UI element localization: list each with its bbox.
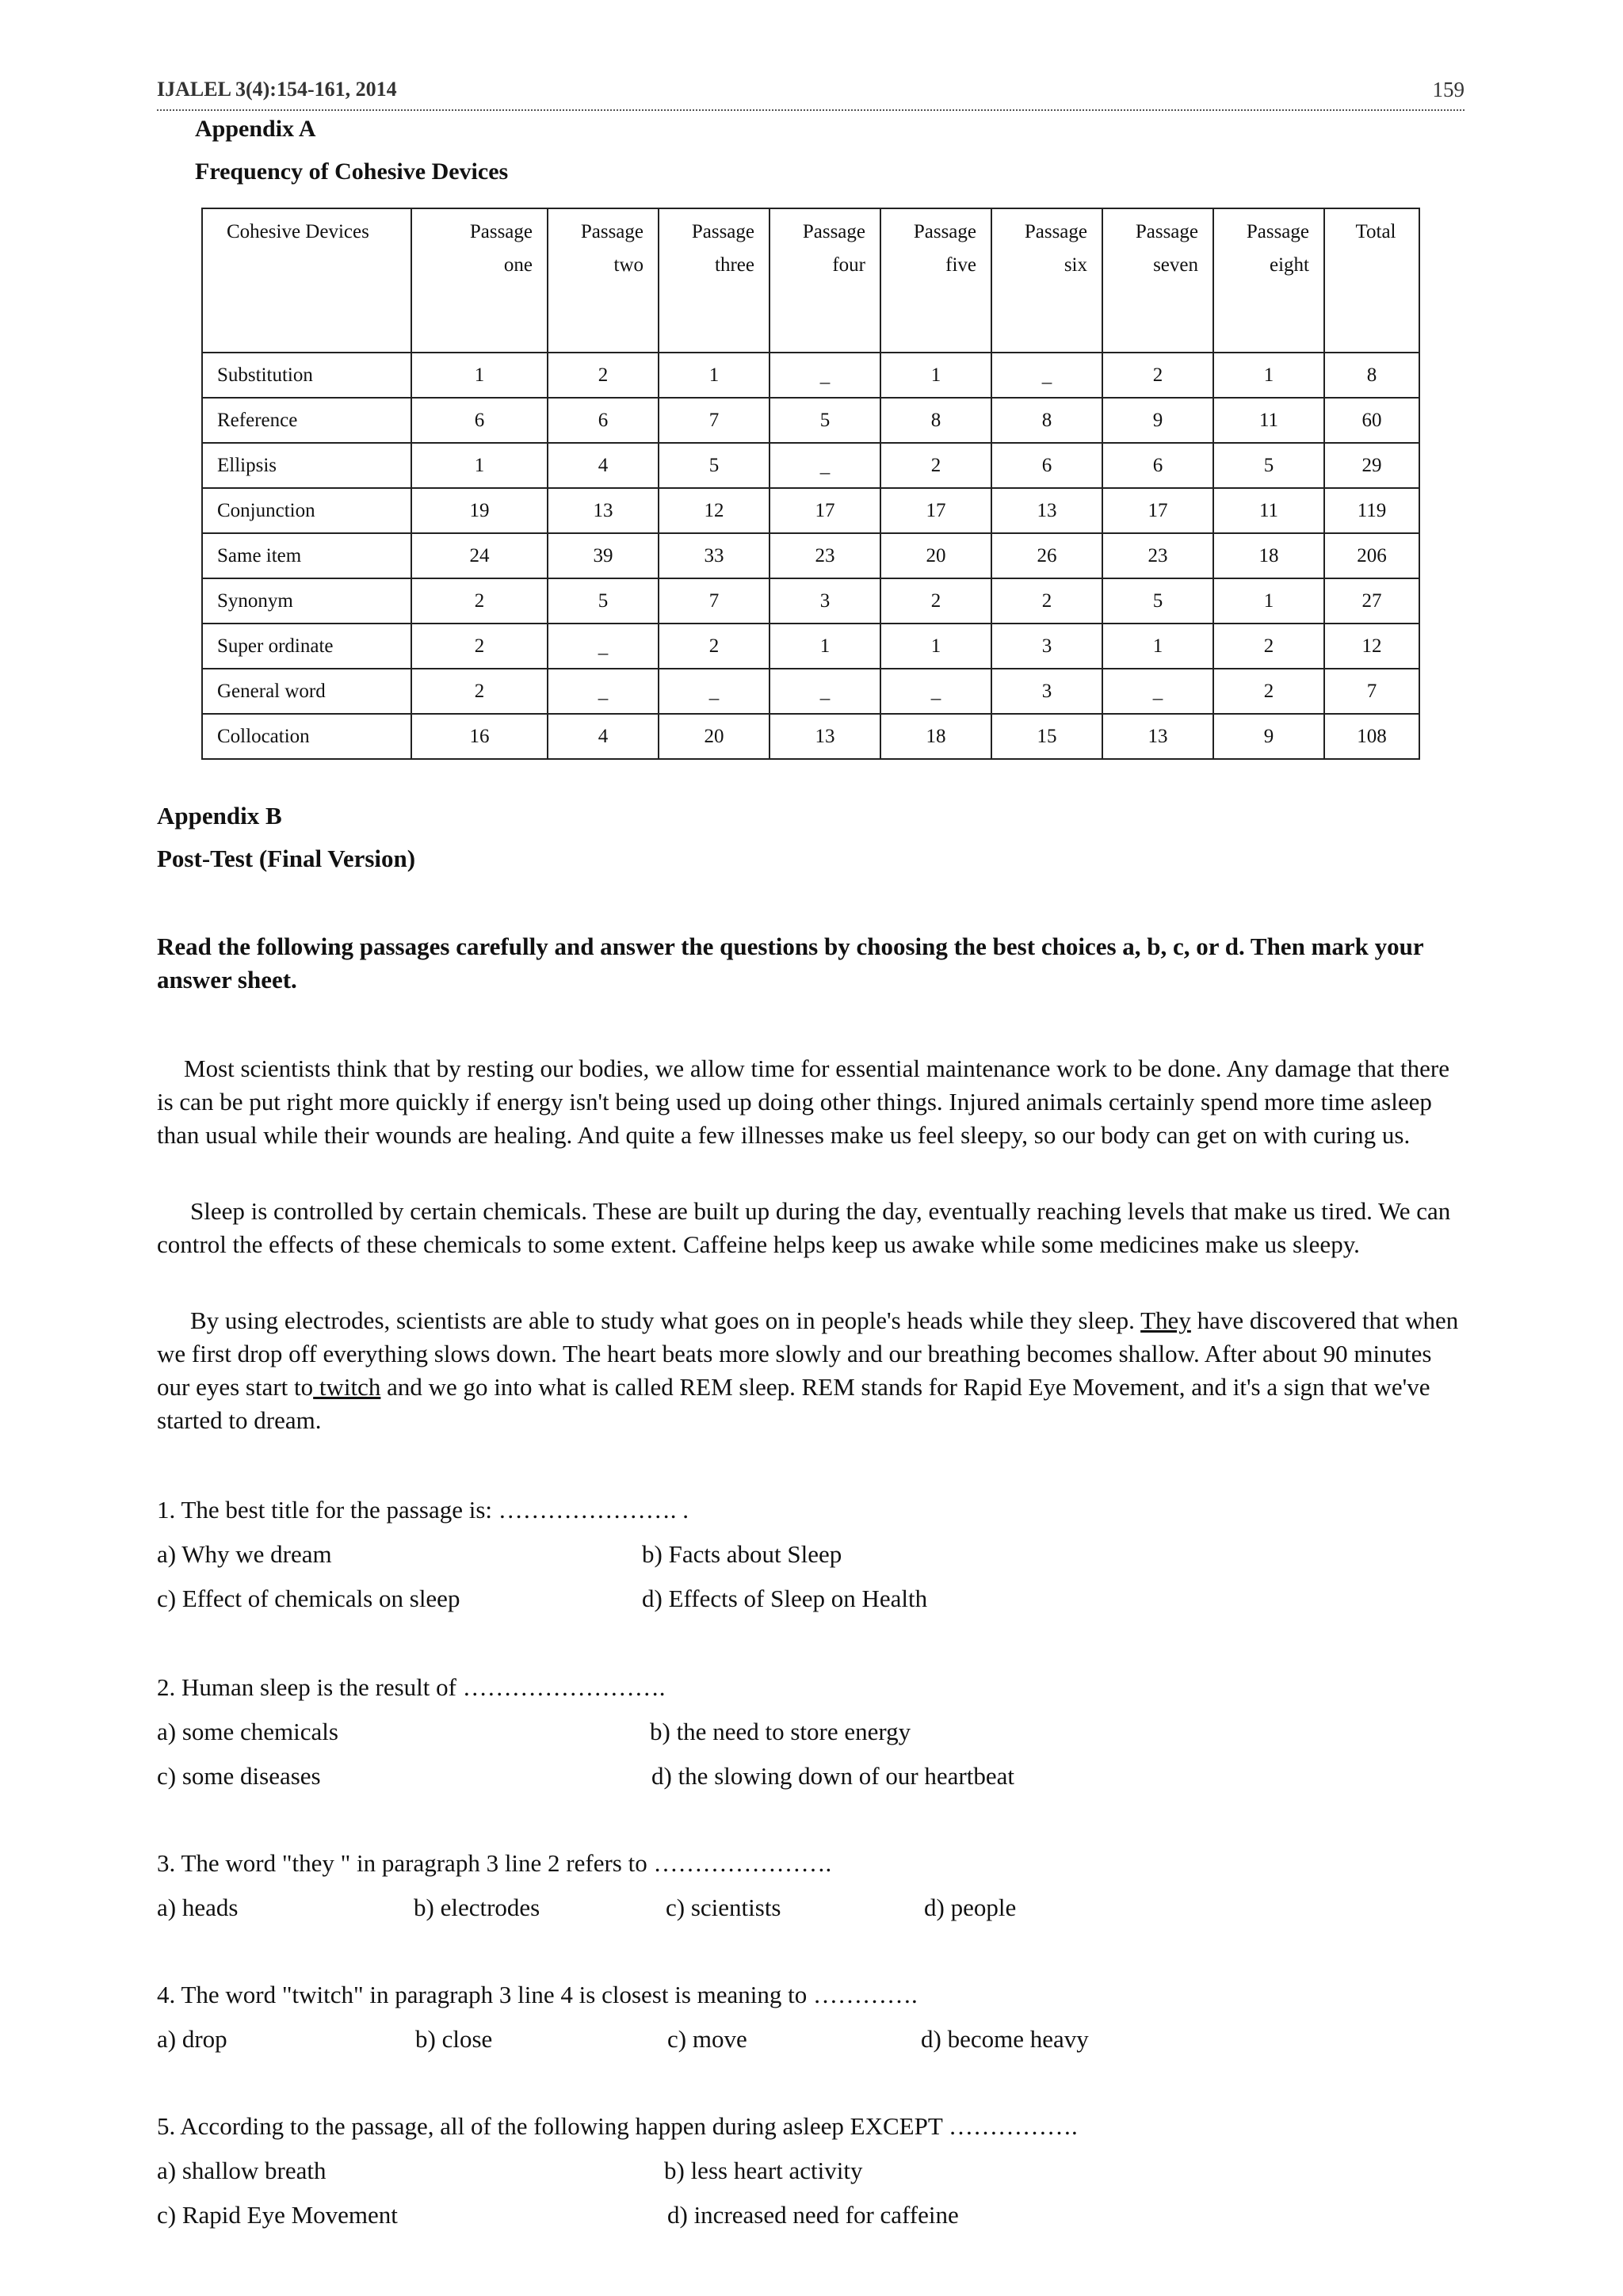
table-cell: 1 — [880, 353, 991, 398]
question-3-option-d: d) people — [924, 1894, 1017, 1921]
page-number: 159 — [1432, 78, 1465, 101]
table-cell: 8 — [1324, 353, 1419, 398]
table-cell: 12 — [659, 488, 769, 533]
table-cell: _ — [548, 624, 659, 669]
table-cell: 19 — [411, 488, 548, 533]
table-cell: 20 — [880, 533, 991, 578]
table-cell: 1 — [769, 624, 880, 669]
table-row — [202, 353, 1419, 398]
question-1-option-c: c) Effect of chemicals on sleep — [157, 1585, 460, 1612]
question-3-option-a: a) heads — [157, 1894, 239, 1921]
table-cell: 2 — [1213, 624, 1324, 669]
table-row — [202, 398, 1419, 443]
table-cell: 119 — [1324, 488, 1419, 533]
column-header: Total — [1324, 208, 1419, 353]
table-cell: 1 — [1213, 578, 1324, 624]
appendix-a-title: Appendix A — [195, 116, 316, 142]
table-cell: 3 — [991, 669, 1102, 714]
table-cell: _ — [991, 353, 1102, 398]
question-4-option-a: a) drop — [157, 2025, 227, 2053]
table-cell: 6 — [411, 398, 548, 443]
table-cell: 5 — [1102, 578, 1213, 624]
question-2-stem: 2. Human sleep is the result of ……………………. — [157, 1673, 666, 1701]
table-cell: 5 — [1213, 443, 1324, 488]
table-cell: 1 — [411, 353, 548, 398]
question-4-option-d: d) become heavy — [921, 2025, 1089, 2053]
passage-paragraph-2: Sleep is controlled by certain chemicals. These are built up during the day, eventually reaching levels that make us tired. We can control the effects of these chemicals to some extent. Caffeine helps keep us awake while some medicines make us sleepy. — [157, 1197, 1451, 1258]
column-header: Passage six — [991, 208, 1102, 353]
table-cell: 3 — [991, 624, 1102, 669]
table-cell: 2 — [548, 353, 659, 398]
table-cell: 11 — [1213, 398, 1324, 443]
column-header: Passage eight — [1213, 208, 1324, 353]
column-header: Passage four — [769, 208, 880, 353]
question-3-stem: 3. The word "they " in paragraph 3 line 2 refers to …………………. — [157, 1849, 832, 1877]
table-row — [202, 533, 1419, 578]
table-cell: 6 — [548, 398, 659, 443]
table-cell: 15 — [991, 714, 1102, 759]
table-row — [202, 624, 1419, 669]
column-header: Passage five — [880, 208, 991, 353]
row-label-cell: Ellipsis — [202, 443, 411, 488]
table-cell: 18 — [880, 714, 991, 759]
table-cell: 6 — [1102, 443, 1213, 488]
table-row — [202, 488, 1419, 533]
question-5-stem: 5. According to the passage, all of the following happen during asleep EXCEPT ……………. — [157, 2112, 1078, 2140]
row-label-cell: Same item — [202, 533, 411, 578]
table-cell: 23 — [769, 533, 880, 578]
table-cell: _ — [1102, 669, 1213, 714]
table-cell: 8 — [880, 398, 991, 443]
table-cell: 1 — [411, 443, 548, 488]
table-cell: 13 — [991, 488, 1102, 533]
row-label-cell: Super ordinate — [202, 624, 411, 669]
table-cell: 108 — [1324, 714, 1419, 759]
table-cell: 2 — [411, 578, 548, 624]
column-header: Passage one — [411, 208, 548, 353]
table-cell: 13 — [548, 488, 659, 533]
table-cell: 4 — [548, 714, 659, 759]
question-5-option-c: c) Rapid Eye Movement — [157, 2201, 398, 2229]
question-5-option-d: d) increased need for caffeine — [667, 2201, 959, 2229]
table-cell: 7 — [659, 398, 769, 443]
row-label-cell: Collocation — [202, 714, 411, 759]
question-3-option-c: c) scientists — [666, 1894, 781, 1921]
question-5-option-b: b) less heart activity — [664, 2157, 863, 2184]
question-4-stem: 4. The word "twitch" in paragraph 3 line 4 is closest is meaning to …………. — [157, 1981, 918, 2008]
table-cell: 1 — [880, 624, 991, 669]
table-cell: 1 — [1213, 353, 1324, 398]
table-cell: 2 — [991, 578, 1102, 624]
row-label-cell: Synonym — [202, 578, 411, 624]
table-cell: 13 — [769, 714, 880, 759]
table-cell: 39 — [548, 533, 659, 578]
table-cell: 9 — [1213, 714, 1324, 759]
table-cell: 27 — [1324, 578, 1419, 624]
table-cell: 29 — [1324, 443, 1419, 488]
cohesive-devices-table — [201, 208, 1420, 760]
table-cell: 2 — [880, 578, 991, 624]
table-cell: _ — [548, 669, 659, 714]
table-row — [202, 669, 1419, 714]
table-cell: 2 — [880, 443, 991, 488]
question-2-option-b: b) the need to store energy — [650, 1718, 911, 1745]
table-cell: 3 — [769, 578, 880, 624]
table-cell: 5 — [769, 398, 880, 443]
question-2-option-a: a) some chemicals — [157, 1718, 338, 1745]
column-header: Passage seven — [1102, 208, 1213, 353]
table-row — [202, 578, 1419, 624]
test-instructions: Read the following passages carefully and answer the questions by choosing the best choices a, b, c, or d. Then mark your answer sheet. — [157, 933, 1424, 994]
table-cell: 20 — [659, 714, 769, 759]
row-label-cell: Substitution — [202, 353, 411, 398]
table-cell: 24 — [411, 533, 548, 578]
table-cell: 17 — [769, 488, 880, 533]
table-cell: 60 — [1324, 398, 1419, 443]
table-cell: 7 — [659, 578, 769, 624]
table-cell: 2 — [411, 669, 548, 714]
table-cell: 206 — [1324, 533, 1419, 578]
table-cell: 26 — [991, 533, 1102, 578]
row-label-cell: General word — [202, 669, 411, 714]
underlined-word-they: They — [1140, 1306, 1191, 1334]
question-5-option-a: a) shallow breath — [157, 2157, 327, 2184]
table-cell: 2 — [1213, 669, 1324, 714]
table-cell: 16 — [411, 714, 548, 759]
question-1-option-b: b) Facts about Sleep — [642, 1540, 842, 1568]
question-2-option-c: c) some diseases — [157, 1762, 321, 1790]
table-cell: 2 — [411, 624, 548, 669]
underlined-word-twitch: twitch — [313, 1373, 381, 1401]
table-cell: 33 — [659, 533, 769, 578]
table-cell: 18 — [1213, 533, 1324, 578]
running-head — [157, 78, 1465, 111]
table-cell: 9 — [1102, 398, 1213, 443]
question-4-option-c: c) move — [667, 2025, 747, 2053]
row-label-cell: Conjunction — [202, 488, 411, 533]
appendix-a-subtitle: Frequency of Cohesive Devices — [195, 158, 509, 185]
table-cell: 13 — [1102, 714, 1213, 759]
table-cell: 2 — [659, 624, 769, 669]
table-cell: 6 — [991, 443, 1102, 488]
question-1-stem: 1. The best title for the passage is: …………………. . — [157, 1496, 689, 1524]
question-4-option-b: b) close — [415, 2025, 493, 2053]
table-cell: 1 — [1102, 624, 1213, 669]
table-header-row — [202, 208, 1419, 353]
appendix-b-title: Appendix B — [157, 802, 282, 830]
table-cell: 23 — [1102, 533, 1213, 578]
table-cell: _ — [659, 669, 769, 714]
table-cell: 8 — [991, 398, 1102, 443]
table-cell: _ — [769, 353, 880, 398]
table-cell: 1 — [659, 353, 769, 398]
question-2-option-d: d) the slowing down of our heartbeat — [651, 1762, 1014, 1790]
table-row — [202, 443, 1419, 488]
table-cell: 11 — [1213, 488, 1324, 533]
table-cell: 7 — [1324, 669, 1419, 714]
column-header: Passage three — [659, 208, 769, 353]
table-cell: 12 — [1324, 624, 1419, 669]
question-1-option-a: a) Why we dream — [157, 1540, 332, 1568]
row-label-cell: Reference — [202, 398, 411, 443]
journal-reference: IJALEL 3(4):154-161, 2014 — [157, 78, 397, 101]
appendix-b-subtitle: Post-Test (Final Version) — [157, 845, 416, 872]
table-cell: 17 — [880, 488, 991, 533]
table-cell: 2 — [1102, 353, 1213, 398]
passage-paragraph-3: By using electrodes, scientists are able to study what goes on in people's heads while they sleep. They have discovered that when we first drop off everything slows down. The heart beats more slowly and our breathing becomes shallow. After about 90 minutes our eyes start to twitch and we go into what is called REM sleep. REM stands for Rapid Eye Movement, and it's a sign that we've started to dream. — [157, 1306, 1459, 1434]
question-1-option-d: d) Effects of Sleep on Health — [642, 1585, 928, 1612]
question-3-option-b: b) electrodes — [414, 1894, 540, 1921]
table-cell: 5 — [548, 578, 659, 624]
column-header: Cohesive Devices — [202, 208, 411, 353]
column-header: Passage two — [548, 208, 659, 353]
table-row — [202, 714, 1419, 759]
table-cell: 17 — [1102, 488, 1213, 533]
passage-paragraph-1: Most scientists think that by resting our bodies, we allow time for essential maintenance work to be done. Any damage that there is can be put right more quickly if energy isn't being used up doing other things. Injured animals certainly spend more time asleep than usual while their wounds are healing. And quite a few illnesses make us feel sleepy, so our body can get on with curing us. — [157, 1055, 1449, 1149]
table-cell: _ — [769, 443, 880, 488]
table-cell: 4 — [548, 443, 659, 488]
table-cell: 5 — [659, 443, 769, 488]
table-cell: _ — [769, 669, 880, 714]
table-cell: _ — [880, 669, 991, 714]
